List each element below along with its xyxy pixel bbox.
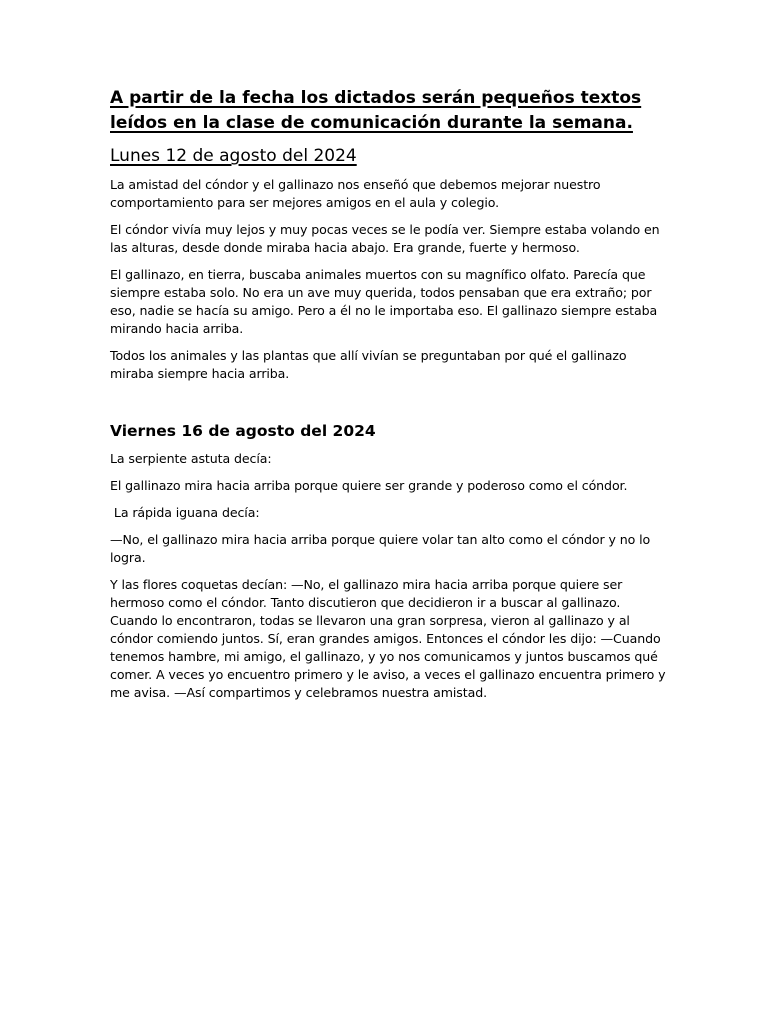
paragraph: Y las flores coquetas decían: —No, el gallinazo mira hacia arriba porque quiere ser hermoso como el cóndor. Tanto discutieron que decidieron ir a buscar al gallinazo. Cuando lo encontraron, todas se llevaron una gran sorpresa, vieron al gallinazo y al cóndor comiendo juntos. Sí, eran grandes amigos. Entonces el cóndor les dijo: —Cuando tenemos hambre, mi amigo, el gallinazo, y yo nos comunicamos y juntos buscamos qué comer. A veces yo encuentro primero y le aviso, a veces el gallinazo encuentra primero y me avisa. —Así compartimos y celebramos nuestra amistad. — [110, 577, 666, 700]
section-date-heading: Viernes 16 de agosto del 2024 — [110, 422, 376, 440]
paragraph: La rápida iguana decía: — [110, 505, 260, 520]
section-date-heading: Lunes 12 de agosto del 2024 — [110, 146, 357, 166]
page-title: A partir de la fecha los dictados serán pequeños textos leídos en la clase de comunicación durante la semana. — [110, 88, 642, 133]
section-spacer — [110, 392, 670, 420]
document-page — [110, 86, 670, 711]
paragraph: Todos los animales y las plantas que allí vivían se preguntaban por qué el gallinazo miraba siempre hacia arriba. — [110, 348, 627, 381]
paragraph: —No, el gallinazo mira hacia arriba porque quiere volar tan alto como el cóndor y no lo logra. — [110, 532, 651, 565]
paragraph: La amistad del cóndor y el gallinazo nos enseñó que debemos mejorar nuestro comportamiento para ser mejores amigos en el aula y colegio. — [110, 177, 601, 210]
section-monday — [110, 144, 670, 383]
section-friday — [110, 420, 670, 702]
paragraph: El gallinazo mira hacia arriba porque quiere ser grande y poderoso como el cóndor. — [110, 478, 628, 493]
paragraph: El cóndor vivía muy lejos y muy pocas veces se le podía ver. Siempre estaba volando en las alturas, desde donde miraba hacia abajo. Era grande, fuerte y hermoso. — [110, 222, 660, 255]
paragraph: La serpiente astuta decía: — [110, 451, 272, 466]
paragraph: El gallinazo, en tierra, buscaba animales muertos con su magnífico olfato. Parecía que siempre estaba solo. No era un ave muy querida, todos pensaban que era extraño; por eso, nadie se hacía su amigo. Pero a él no le importaba eso. El gallinazo siempre estaba mirando hacia arriba. — [110, 267, 658, 336]
